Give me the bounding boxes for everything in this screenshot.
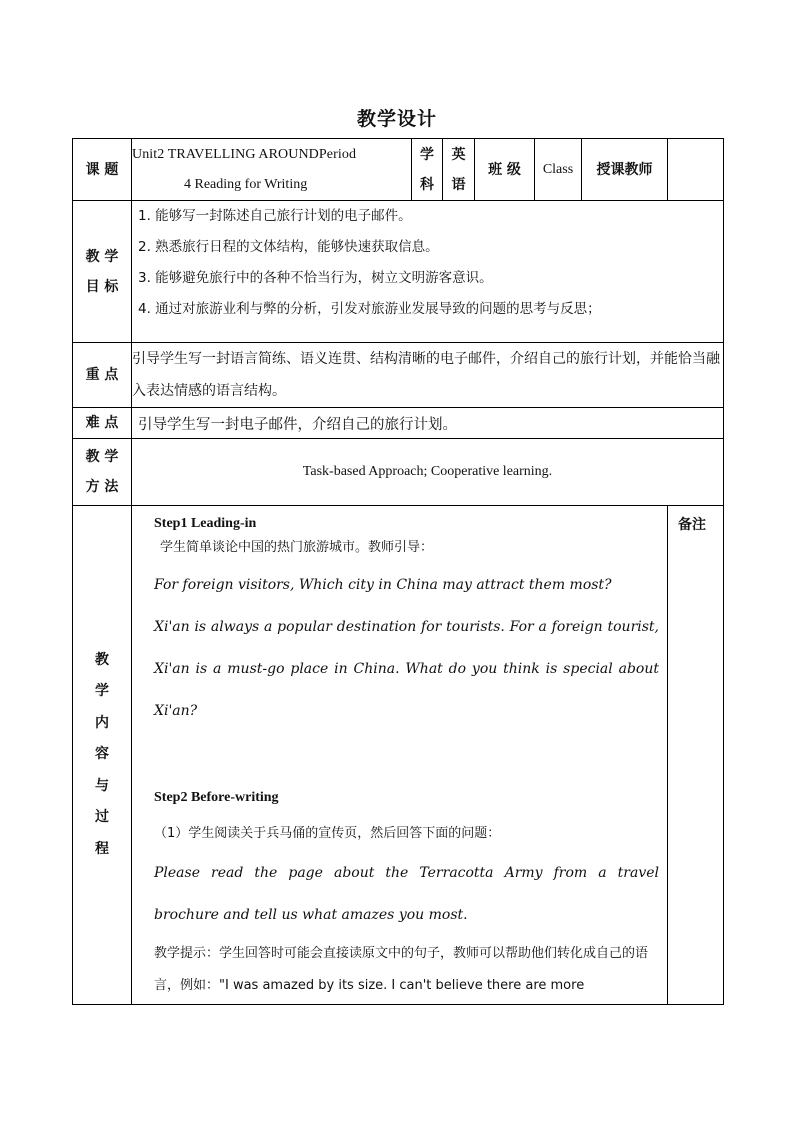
objectives-label-line2: 目 标 [85, 278, 119, 295]
step2-question: Please read the page about the Terracotta Army from a travel brochure and tell us what amazes you most. [154, 865, 659, 923]
methods-label-line2: 方 法 [85, 479, 119, 495]
methods-row [73, 439, 724, 506]
topic-label: 课 题 [73, 139, 132, 201]
course-title-line1: Unit2 TRAVELLING AROUNDPeriod [132, 146, 357, 162]
process-row [73, 506, 724, 1005]
methods-text: Task-based Approach; Cooperative learning. [132, 439, 724, 506]
difficult-points-row [73, 408, 724, 439]
step2-tip: 教学提示：学生回答时可能会直接读原文中的句子，教师可以帮助他们转化成自己的语言，例如："I was amazed by its size. I can't believe there are more [154, 946, 649, 993]
teacher-value [668, 139, 724, 201]
objective-item: 2. 熟悉旅行日程的文体结构，能够快速获取信息。 [138, 239, 439, 255]
process-label-char: 容 [95, 746, 109, 763]
process-label-char: 程 [95, 840, 109, 857]
objective-item: 1. 能够写一封陈述自己旅行计划的电子邮件。 [138, 208, 412, 224]
objectives-label [73, 201, 132, 343]
subject-label [412, 139, 443, 201]
class-label: 班 级 [475, 139, 535, 201]
key-points-row [73, 343, 724, 408]
process-label-char: 与 [95, 777, 109, 794]
process-label-char: 内 [95, 714, 109, 731]
step1-question: For foreign visitors, Which city in China may attract them most? [154, 577, 612, 593]
process-content [132, 506, 668, 1005]
subject-label-char2: 科 [420, 176, 434, 193]
key-points-text: 引导学生写一封语言简练、语义连贯、结构清晰的电子邮件，介绍自己的旅行计划，并能恰当融入表达情感的语言结构。 [132, 343, 724, 408]
methods-label [73, 439, 132, 506]
course-title-line2: 4 Reading for Writing [184, 176, 308, 192]
process-label-char: 教 [95, 651, 109, 668]
process-label-char: 学 [95, 683, 109, 700]
page-title: 教学设计 [356, 108, 437, 130]
class-value: Class [535, 139, 582, 201]
step1-paragraph: Xi'an is always a popular destination for tourists. For a foreign tourist, Xi'an is a must-go place in China. What do you think is special about Xi'an? [154, 619, 659, 719]
subject-value-char2: 语 [451, 176, 466, 193]
objectives-label-line1: 教 学 [85, 248, 119, 265]
lesson-plan-table [72, 138, 724, 1005]
objective-item: 4. 通过对旅游业利与弊的分析，引发对旅游业发展导致的问题的思考与反思； [138, 301, 601, 317]
difficult-points-label: 难 点 [73, 408, 132, 439]
objective-item: 3. 能够避免旅行中的各种不恰当行为，树立文明游客意识。 [138, 270, 493, 286]
step1-note: 学生简单谈论中国的热门旅游城市。教师引导： [160, 540, 434, 555]
step2-title: Step2 Before-writing [154, 790, 279, 805]
key-points-label: 重 点 [73, 343, 132, 408]
subject-label-char1: 学 [420, 146, 434, 163]
difficult-points-text: 引导学生写一封电子邮件，介绍自己的旅行计划。 [132, 408, 724, 439]
methods-label-line1: 教 学 [85, 449, 119, 465]
step1-title: Step1 Leading-in [154, 516, 257, 531]
remark-label: 备注 [668, 506, 724, 1005]
subject-value [443, 139, 475, 201]
objectives-row [73, 201, 724, 343]
course-title [132, 139, 412, 201]
step2-note: （1）学生阅读关于兵马俑的宣传页，然后回答下面的问题： [154, 826, 501, 841]
header-row [73, 139, 724, 201]
objectives-list [132, 201, 724, 343]
teacher-label: 授课教师 [582, 139, 668, 201]
subject-value-char1: 英 [451, 146, 466, 163]
process-label-char: 过 [95, 809, 109, 826]
process-label [73, 506, 132, 1005]
